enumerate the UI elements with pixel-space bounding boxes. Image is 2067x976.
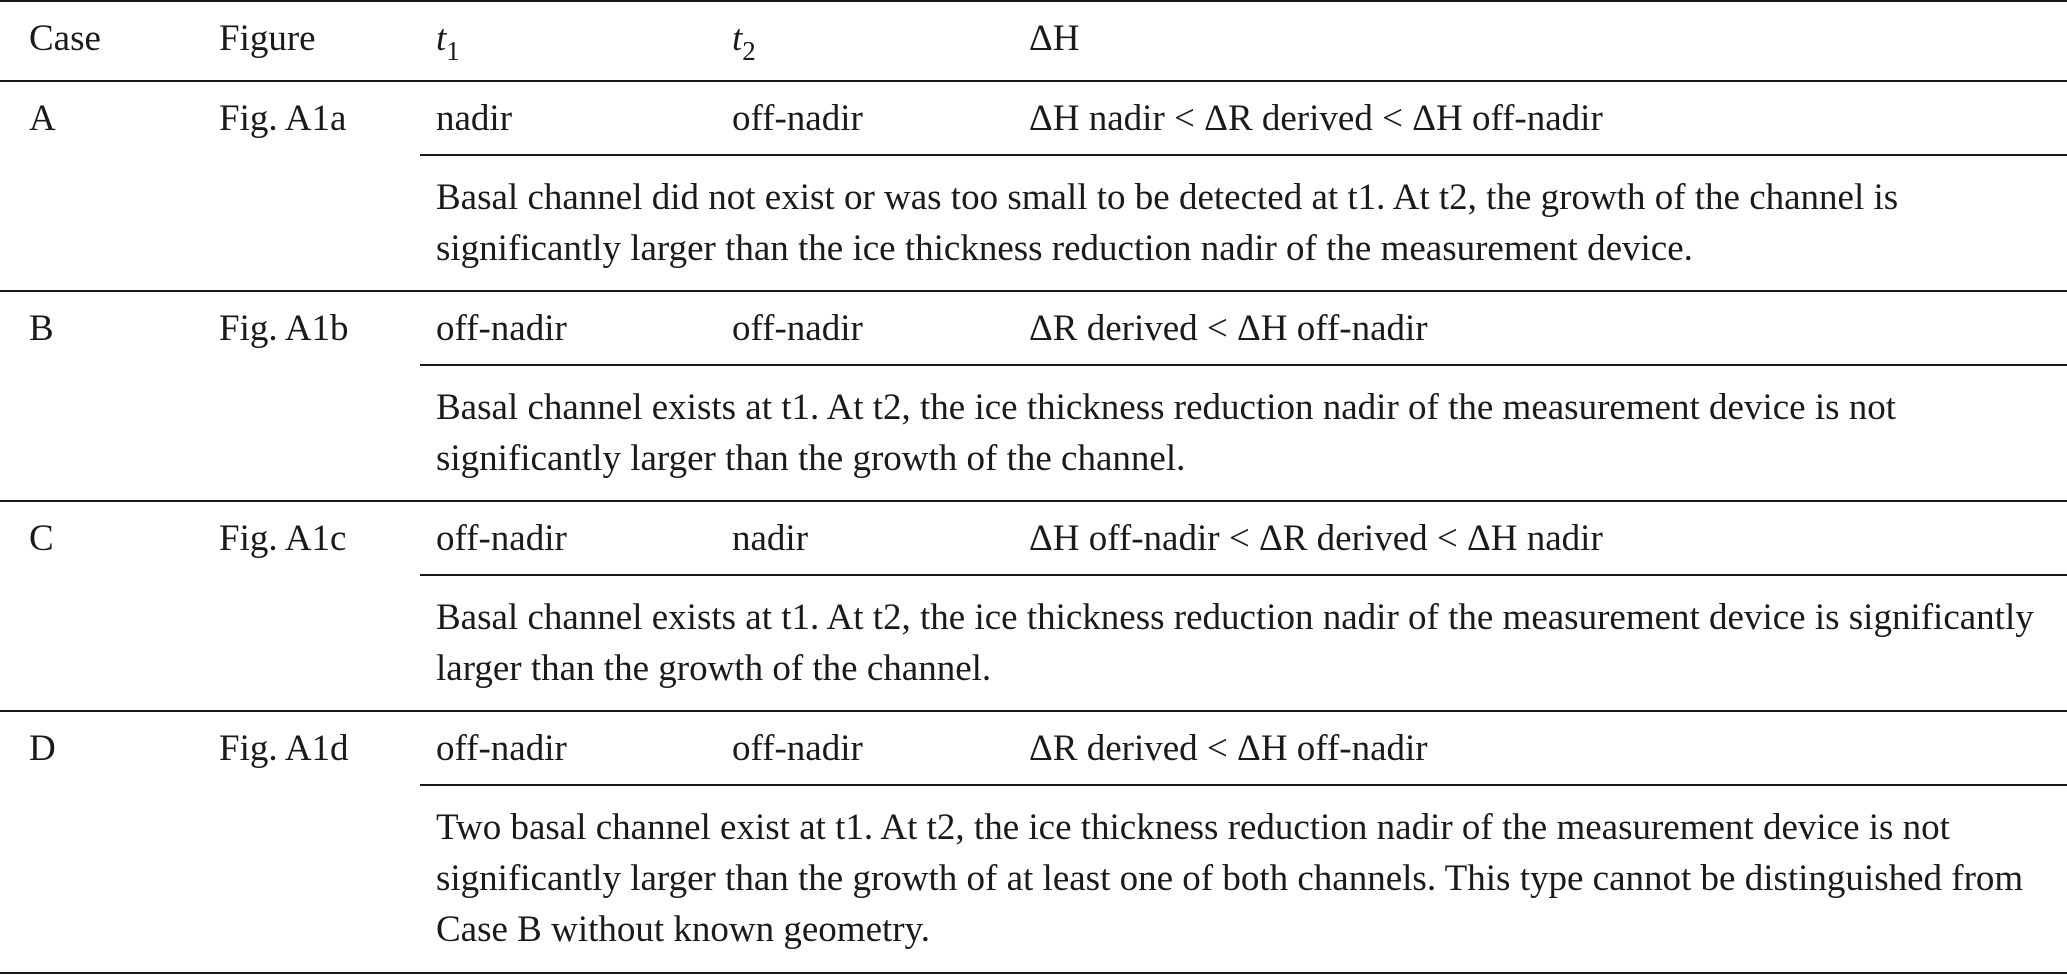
row-t2: off-nadir [732,728,863,769]
row-t2: nadir [732,518,809,559]
row-figure: Fig. A1a [219,98,347,139]
row-t2: off-nadir [732,308,863,349]
header-delta-h: ΔH [1029,18,1080,59]
row-case: C [29,518,54,559]
header-figure: Figure [219,18,316,59]
row-description: Two basal channel exist at t1. At t2, the ice thickness reduction nadir of the measurement device is not significantly larger than the growth of at least one of both channels. This type cannot be distinguished from Case B without known geometry. [436,807,2024,950]
row-t1: off-nadir [436,518,567,559]
row-figure: Fig. A1d [219,728,349,769]
row-a-bottom-rule [0,290,2067,292]
row-delta-h: ΔH nadir < ΔR derived < ΔH off-nadir [1029,98,1603,139]
row-b-inner-rule [420,364,2067,366]
table-top-rule [0,0,2067,2]
row-t2: off-nadir [732,98,863,139]
row-b-bottom-rule [0,500,2067,502]
row-t1: off-nadir [436,308,567,349]
row-delta-h: ΔR derived < ΔH off-nadir [1029,308,1428,349]
header-bottom-rule [0,80,2067,82]
header-case: Case [29,18,101,59]
row-c-bottom-rule [0,710,2067,712]
row-t1: nadir [436,98,513,139]
row-d-inner-rule [420,784,2067,786]
row-figure: Fig. A1c [219,518,347,559]
row-case: A [29,98,56,139]
row-delta-h: ΔH off-nadir < ΔR derived < ΔH nadir [1029,518,1603,559]
row-delta-h: ΔR derived < ΔH off-nadir [1029,728,1428,769]
header-t1: $t_1$ [436,18,460,66]
row-description: Basal channel did not exist or was too small to be detected at t1. At t2, the growth of the channel is significantly larger than the ice thickness reduction nadir of the measurement device. [436,177,1899,269]
row-t1: off-nadir [436,728,567,769]
row-description: Basal channel exists at t1. At t2, the ice thickness reduction nadir of the measurement device is significantly larger than the growth of the channel. [436,597,2034,689]
row-a-inner-rule [420,154,2067,156]
row-figure: Fig. A1b [219,308,349,349]
table-bottom-rule [0,972,2067,974]
row-c-inner-rule [420,574,2067,576]
row-case: B [29,308,54,349]
row-description: Basal channel exists at t1. At t2, the ice thickness reduction nadir of the measurement device is not significantly larger than the growth of the channel. [436,387,1897,479]
row-case: D [29,728,56,769]
header-t2: $t_2$ [732,18,756,66]
